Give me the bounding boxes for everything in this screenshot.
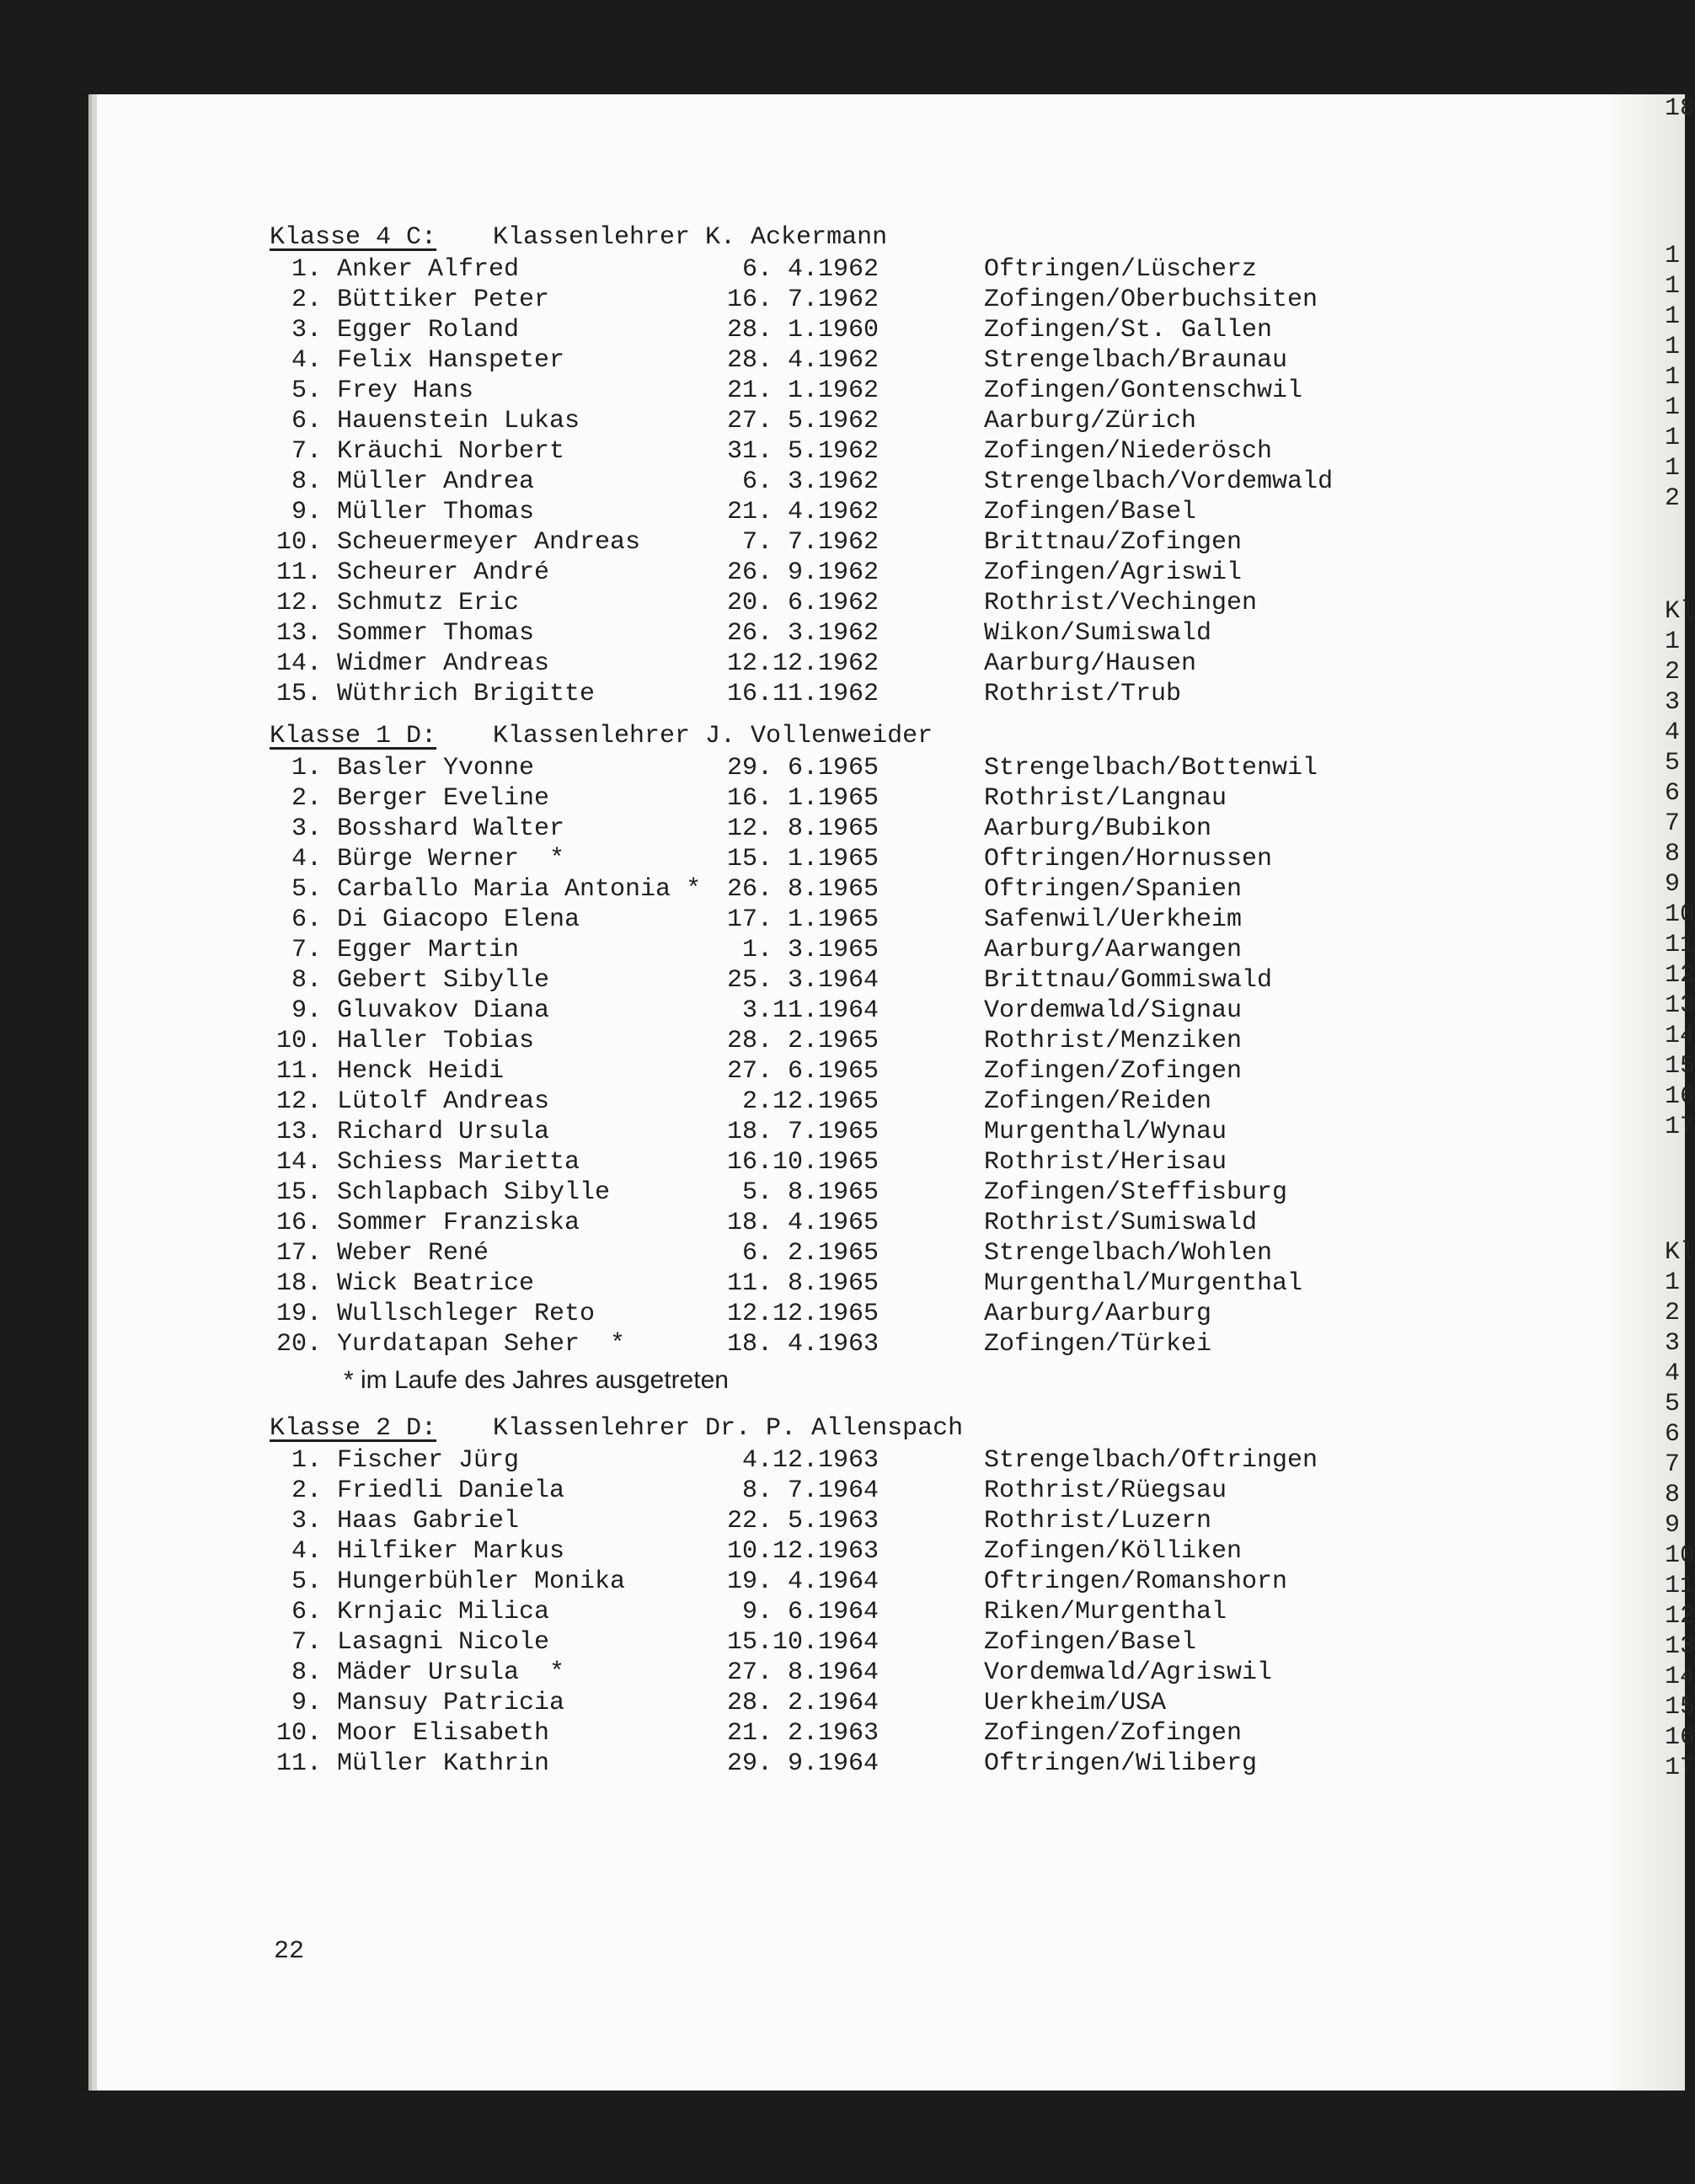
birth-date: 29. 9.1964	[726, 1749, 879, 1778]
student-name: Bosshard Walter	[337, 814, 565, 843]
student-row	[270, 935, 1243, 965]
student-name: Mäder Ursula *	[337, 1658, 565, 1687]
student-name: Hauenstein Lukas	[337, 407, 580, 435]
right-page-line-fragment: Kl	[1665, 597, 1695, 626]
birth-date: 9. 6.1964	[741, 1598, 879, 1626]
residence-origin: Strengelbach/Braunau	[984, 346, 1288, 375]
residence-origin: Zofingen/Basel	[984, 1628, 1197, 1657]
birth-date: 18. 4.1965	[726, 1209, 879, 1237]
student-name: Wick Beatrice	[337, 1269, 535, 1298]
birth-date: 27. 5.1962	[726, 407, 879, 435]
birth-date: 31. 5.1962	[726, 437, 879, 466]
birth-date: 1. 3.1965	[741, 936, 879, 964]
footnote: * im Laufe des Jahres ausgetreten	[344, 1366, 729, 1394]
residence-origin: Rothrist/Menziken	[984, 1027, 1243, 1055]
residence-origin: Aarburg/Zürich	[984, 407, 1197, 435]
residence-origin: Oftringen/Hornussen	[984, 845, 1273, 873]
residence-origin: Strengelbach/Oftringen	[984, 1446, 1318, 1475]
student-name: Haas Gabriel	[337, 1507, 520, 1535]
birth-date: 21. 1.1962	[726, 376, 879, 405]
residence-origin: Strengelbach/Wohlen	[984, 1239, 1273, 1268]
right-page-line-fragment: 8	[1665, 840, 1681, 868]
birth-date: 12.12.1962	[726, 649, 879, 678]
birth-date: 3.11.1964	[741, 996, 879, 1025]
class-heading	[270, 719, 933, 753]
right-page-line-fragment: 13	[1665, 991, 1695, 1020]
right-page-line-fragment: 2	[1665, 1299, 1681, 1327]
adjacent-page-fragment	[1653, 94, 1695, 2091]
student-row	[270, 844, 1273, 874]
student-row	[270, 814, 1212, 844]
right-page-line-fragment: 9	[1665, 1511, 1681, 1540]
student-number: 3.	[291, 1507, 322, 1535]
birth-date: 15.10.1964	[726, 1628, 879, 1657]
residence-origin: Oftringen/Lüscherz	[984, 255, 1258, 284]
student-number: 9.	[291, 1689, 322, 1717]
class-label: Klasse 2 D:	[270, 1414, 437, 1443]
student-rows	[270, 753, 1318, 1359]
student-row	[270, 1597, 1227, 1627]
residence-origin: Zofingen/Türkei	[984, 1330, 1212, 1359]
student-name: Schlapbach Sibylle	[337, 1178, 611, 1207]
student-number: 2.	[291, 286, 322, 314]
student-row	[270, 315, 1273, 345]
student-number: 6.	[291, 407, 322, 435]
right-page-line-fragment: 10	[1665, 900, 1695, 929]
birth-date: 21. 4.1962	[726, 498, 879, 526]
residence-origin: Brittnau/Gommiswald	[984, 966, 1273, 995]
student-number: 8.	[291, 467, 322, 496]
student-row	[270, 1147, 1227, 1177]
student-row	[270, 1506, 1212, 1536]
residence-origin: Brittnau/Zofingen	[984, 528, 1243, 557]
class-heading	[270, 221, 888, 254]
student-row	[270, 497, 1197, 527]
right-page-line-fragment: 1	[1665, 272, 1681, 301]
student-name: Weber René	[337, 1239, 489, 1268]
birth-date: 25. 3.1964	[726, 966, 879, 995]
residence-origin: Aarburg/Aarburg	[984, 1300, 1212, 1328]
residence-origin: Strengelbach/Bottenwil	[984, 754, 1318, 782]
student-number: 13.	[275, 619, 322, 648]
student-number: 17.	[275, 1239, 322, 1268]
student-row	[270, 1749, 1258, 1779]
student-row	[270, 527, 1243, 558]
student-name: Müller Kathrin	[337, 1749, 550, 1778]
right-page-line-fragment: 1	[1665, 333, 1681, 361]
birth-date: 26. 3.1962	[726, 619, 879, 648]
student-number: 19.	[275, 1300, 322, 1328]
student-row	[270, 1445, 1318, 1476]
birth-date: 19. 4.1964	[726, 1567, 879, 1596]
class-label: Klasse 4 C:	[270, 223, 437, 252]
student-number: 20.	[275, 1330, 322, 1359]
right-page-line-fragment: 3	[1665, 688, 1681, 717]
right-page-line-fragment: 9	[1665, 870, 1681, 899]
right-page-line-fragment: 1	[1665, 1268, 1681, 1297]
right-page-line-fragment: 16	[1665, 1723, 1695, 1752]
right-page-line-fragment: 4	[1665, 718, 1681, 747]
birth-date: 21. 2.1963	[726, 1719, 879, 1748]
residence-origin: Zofingen/Agriswil	[984, 558, 1243, 587]
student-number: 8.	[291, 1658, 322, 1687]
student-number: 3.	[291, 814, 322, 843]
right-page-line-fragment: 5	[1665, 749, 1681, 777]
student-name: Schiess Marietta	[337, 1148, 580, 1177]
right-page-line-fragment: 10	[1665, 1541, 1695, 1570]
student-row	[270, 1476, 1227, 1506]
right-page-line-fragment: 11	[1665, 931, 1695, 959]
student-row	[270, 1117, 1227, 1147]
right-page-line-fragment: 1	[1665, 363, 1681, 392]
residence-origin: Vordemwald/Agriswil	[984, 1658, 1273, 1687]
student-number: 12.	[275, 1087, 322, 1116]
student-name: Frey Hans	[337, 376, 474, 405]
student-number: 1.	[291, 754, 322, 782]
student-number: 2.	[291, 1476, 322, 1505]
student-row	[270, 254, 1258, 285]
residence-origin: Zofingen/Zofingen	[984, 1719, 1243, 1748]
student-name: Fischer Jürg	[337, 1446, 520, 1475]
student-row	[270, 285, 1318, 315]
birth-date: 22. 5.1963	[726, 1507, 879, 1535]
student-name: Gluvakov Diana	[337, 996, 550, 1025]
student-number: 11.	[275, 1057, 322, 1086]
student-number: 10.	[275, 1027, 322, 1055]
student-name: Hilfiker Markus	[337, 1537, 565, 1566]
student-rows	[270, 254, 1334, 709]
right-page-line-fragment: 17	[1665, 1754, 1695, 1782]
class-heading	[270, 1412, 964, 1445]
student-name: Scheurer André	[337, 558, 550, 587]
residence-origin: Riken/Murgenthal	[984, 1598, 1227, 1626]
birth-date: 11. 8.1965	[726, 1269, 879, 1298]
student-number: 12.	[275, 589, 322, 617]
student-name: Egger Martin	[337, 936, 520, 964]
right-page-line-fragment: 1	[1665, 242, 1681, 270]
right-page-line-fragment: 5	[1665, 1390, 1681, 1418]
right-page-line-fragment: 1	[1665, 302, 1681, 331]
class-label: Klasse 1 D:	[270, 722, 437, 750]
right-page-line-fragment: 11	[1665, 1572, 1695, 1600]
student-name: Scheuermeyer Andreas	[337, 528, 641, 557]
student-row	[270, 558, 1243, 588]
student-number: 15.	[275, 680, 322, 708]
birth-date: 15. 1.1965	[726, 845, 879, 873]
student-row	[270, 874, 1243, 905]
student-row	[270, 649, 1197, 679]
right-page-line-fragment: 2	[1665, 658, 1681, 686]
student-name: Henck Heidi	[337, 1057, 505, 1086]
student-number: 8.	[291, 966, 322, 995]
residence-origin: Aarburg/Bubikon	[984, 814, 1212, 843]
student-name: Müller Andrea	[337, 467, 535, 496]
student-row	[270, 1087, 1212, 1117]
student-row	[270, 1177, 1288, 1208]
right-page-line-fragment: 7	[1665, 809, 1681, 838]
student-name: Lütolf Andreas	[337, 1087, 550, 1116]
student-name: Hungerbühler Monika	[337, 1567, 626, 1596]
residence-origin: Oftringen/Wiliberg	[984, 1749, 1258, 1778]
student-number: 5.	[291, 875, 322, 904]
student-number: 18.	[275, 1269, 322, 1298]
residence-origin: Wikon/Sumiswald	[984, 619, 1212, 648]
student-name: Gebert Sibylle	[337, 966, 550, 995]
student-row	[270, 679, 1182, 709]
student-number: 11.	[275, 558, 322, 587]
student-row	[270, 1268, 1303, 1299]
birth-date: 4.12.1963	[741, 1446, 879, 1475]
birth-date: 28. 1.1960	[726, 316, 879, 344]
student-name: Haller Tobias	[337, 1027, 535, 1055]
student-number: 14.	[275, 649, 322, 678]
student-number: 7.	[291, 936, 322, 964]
right-page-line-fragment: 8	[1665, 1481, 1681, 1509]
residence-origin: Rothrist/Herisau	[984, 1148, 1227, 1177]
student-number: 9.	[291, 996, 322, 1025]
student-name: Di Giacopo Elena	[337, 905, 580, 934]
student-number: 2.	[291, 784, 322, 813]
student-row	[270, 1208, 1258, 1238]
document-page	[97, 94, 1685, 2091]
student-row	[270, 1718, 1243, 1749]
student-row	[270, 1567, 1288, 1597]
student-name: Egger Roland	[337, 316, 520, 344]
student-row	[270, 1688, 1167, 1718]
student-rows	[270, 1445, 1318, 1779]
student-row	[270, 965, 1273, 996]
residence-origin: Uerkheim/USA	[984, 1689, 1167, 1717]
student-row	[270, 345, 1288, 376]
residence-origin: Rothrist/Luzern	[984, 1507, 1212, 1535]
student-name: Friedli Daniela	[337, 1476, 565, 1505]
right-page-line-fragment: 12	[1665, 961, 1695, 990]
residence-origin: Zofingen/Kölliken	[984, 1537, 1243, 1566]
student-name: Kräuchi Norbert	[337, 437, 565, 466]
residence-origin: Vordemwald/Signau	[984, 996, 1243, 1025]
student-name: Carballo Maria Antonia *	[337, 875, 702, 904]
residence-origin: Zofingen/Reiden	[984, 1087, 1212, 1116]
residence-origin: Rothrist/Trub	[984, 680, 1182, 708]
student-name: Krnjaic Milica	[337, 1598, 550, 1626]
student-row	[270, 1238, 1273, 1268]
birth-date: 2.12.1965	[741, 1087, 879, 1116]
student-number: 1.	[291, 255, 322, 284]
residence-origin: Murgenthal/Wynau	[984, 1118, 1227, 1146]
birth-date: 6. 3.1962	[741, 467, 879, 496]
residence-origin: Zofingen/Zofingen	[984, 1057, 1243, 1086]
right-page-line-fragment: 3	[1665, 1329, 1681, 1358]
right-page-line-fragment: 1	[1665, 393, 1681, 422]
student-number: 10.	[275, 528, 322, 557]
birth-date: 29. 6.1965	[726, 754, 879, 782]
birth-date: 6. 4.1962	[741, 255, 879, 284]
student-row	[270, 618, 1212, 649]
student-name: Mansuy Patricia	[337, 1689, 565, 1717]
student-row	[270, 1026, 1243, 1056]
residence-origin: Safenwil/Uerkheim	[984, 905, 1243, 934]
birth-date: 26. 9.1962	[726, 558, 879, 587]
residence-origin: Zofingen/Steffisburg	[984, 1178, 1288, 1207]
student-name: Richard Ursula	[337, 1118, 550, 1146]
student-number: 15.	[275, 1178, 322, 1207]
birth-date: 28. 2.1964	[726, 1689, 879, 1717]
right-page-line-fragment: 14	[1665, 1663, 1695, 1691]
birth-date: 16.11.1962	[726, 680, 879, 708]
class-section-2d	[270, 1412, 1318, 1779]
birth-date: 16.10.1965	[726, 1148, 879, 1177]
student-name: Lasagni Nicole	[337, 1628, 550, 1657]
right-page-line-fragment: 4	[1665, 1359, 1681, 1388]
student-row	[270, 783, 1227, 814]
student-row	[270, 406, 1197, 436]
student-number: 10.	[275, 1719, 322, 1748]
birth-date: 18. 7.1965	[726, 1118, 879, 1146]
residence-origin: Zofingen/Oberbuchsiten	[984, 286, 1318, 314]
student-row	[270, 588, 1258, 618]
student-row	[270, 996, 1243, 1026]
student-name: Wullschleger Reto	[337, 1300, 596, 1328]
birth-date: 6. 2.1965	[741, 1239, 879, 1268]
student-number: 5.	[291, 1567, 322, 1596]
student-name: Müller Thomas	[337, 498, 535, 526]
residence-origin: Strengelbach/Vordemwald	[984, 467, 1334, 496]
student-number: 3.	[291, 316, 322, 344]
student-row	[270, 1329, 1212, 1359]
student-name: Bürge Werner *	[337, 845, 565, 873]
student-name: Berger Eveline	[337, 784, 550, 813]
birth-date: 8. 7.1964	[741, 1476, 879, 1505]
residence-origin: Zofingen/Basel	[984, 498, 1197, 526]
residence-origin: Rothrist/Langnau	[984, 784, 1227, 813]
right-page-line-fragment: 12	[1665, 1602, 1695, 1631]
residence-origin: Zofingen/St. Gallen	[984, 316, 1273, 344]
birth-date: 17. 1.1965	[726, 905, 879, 934]
student-row	[270, 467, 1334, 497]
student-number: 6.	[291, 905, 322, 934]
student-number: 6.	[291, 1598, 322, 1626]
student-row	[270, 1056, 1243, 1087]
residence-origin: Murgenthal/Murgenthal	[984, 1269, 1303, 1298]
birth-date: 5. 8.1965	[741, 1178, 879, 1207]
class-section-1d	[270, 719, 1318, 1402]
student-name: Yurdatapan Seher *	[337, 1330, 626, 1359]
birth-date: 7. 7.1962	[741, 528, 879, 557]
birth-date: 28. 4.1962	[726, 346, 879, 375]
residence-origin: Zofingen/Niederösch	[984, 437, 1273, 466]
student-name: Schmutz Eric	[337, 589, 520, 617]
residence-origin: Rothrist/Vechingen	[984, 589, 1258, 617]
residence-origin: Oftringen/Spanien	[984, 875, 1243, 904]
right-page-line-fragment: 1	[1665, 454, 1681, 483]
residence-origin: Rothrist/Rüegsau	[984, 1476, 1227, 1505]
student-row	[270, 1627, 1197, 1658]
right-page-line-fragment: 2	[1665, 484, 1681, 513]
student-name: Büttiker Peter	[337, 286, 550, 314]
student-row	[270, 1536, 1243, 1567]
birth-date: 12. 8.1965	[726, 814, 879, 843]
birth-date: 27. 8.1964	[726, 1658, 879, 1687]
right-page-line-fragment: 16	[1665, 1082, 1695, 1111]
student-number: 7.	[291, 437, 322, 466]
right-page-line-fragment: Kl	[1665, 1238, 1695, 1267]
right-page-line-fragment: 7	[1665, 1450, 1681, 1479]
class-teacher: Klassenlehrer K. Ackermann	[493, 223, 888, 252]
right-page-line-fragment: 1	[1665, 627, 1681, 656]
student-name: Anker Alfred	[337, 255, 520, 284]
student-row	[270, 376, 1303, 406]
class-section-4c	[270, 221, 1334, 709]
birth-date: 12.12.1965	[726, 1300, 879, 1328]
residence-origin: Aarburg/Hausen	[984, 649, 1197, 678]
student-row	[270, 753, 1318, 783]
student-number: 4.	[291, 346, 322, 375]
student-name: Felix Hanspeter	[337, 346, 565, 375]
student-number: 13.	[275, 1118, 322, 1146]
right-page-line-fragment: 15	[1665, 1693, 1695, 1722]
student-number: 16.	[275, 1209, 322, 1237]
right-page-line-fragment: 14	[1665, 1022, 1695, 1050]
student-number: 1.	[291, 1446, 322, 1475]
right-page-line-fragment: 1	[1665, 424, 1681, 452]
student-name: Basler Yvonne	[337, 754, 535, 782]
class-teacher: Klassenlehrer Dr. P. Allenspach	[493, 1414, 964, 1443]
birth-date: 27. 6.1965	[726, 1057, 879, 1086]
right-page-line-fragment: 17	[1665, 1113, 1695, 1141]
student-number: 7.	[291, 1628, 322, 1657]
student-number: 4.	[291, 1537, 322, 1566]
class-teacher: Klassenlehrer J. Vollenweider	[493, 722, 933, 750]
student-name: Moor Elisabeth	[337, 1719, 550, 1748]
birth-date: 26. 8.1965	[726, 875, 879, 904]
student-number: 14.	[275, 1148, 322, 1177]
right-page-line-fragment: 13	[1665, 1632, 1695, 1661]
right-page-line-fragment: 18	[1665, 94, 1695, 123]
page-number: 22	[274, 1937, 305, 1966]
birth-date: 16. 1.1965	[726, 784, 879, 813]
residence-origin: Aarburg/Aarwangen	[984, 936, 1243, 964]
student-row	[270, 1658, 1273, 1688]
birth-date: 20. 6.1962	[726, 589, 879, 617]
birth-date: 28. 2.1965	[726, 1027, 879, 1055]
student-name: Widmer Andreas	[337, 649, 550, 678]
student-row	[270, 905, 1243, 935]
right-page-line-fragment: 6	[1665, 1420, 1681, 1449]
student-number: 11.	[275, 1749, 322, 1778]
student-row	[270, 1299, 1212, 1329]
right-page-line-fragment: 15	[1665, 1052, 1695, 1081]
right-page-line-fragment: 6	[1665, 779, 1681, 808]
student-row	[270, 436, 1273, 467]
residence-origin: Oftringen/Romanshorn	[984, 1567, 1288, 1596]
student-number: 9.	[291, 498, 322, 526]
student-name: Wüthrich Brigitte	[337, 680, 596, 708]
student-name: Sommer Thomas	[337, 619, 535, 648]
residence-origin: Zofingen/Gontenschwil	[984, 376, 1303, 405]
birth-date: 10.12.1963	[726, 1537, 879, 1566]
class-lists	[270, 221, 1334, 1789]
student-name: Sommer Franziska	[337, 1209, 580, 1237]
residence-origin: Rothrist/Sumiswald	[984, 1209, 1258, 1237]
student-number: 5.	[291, 376, 322, 405]
student-number: 4.	[291, 845, 322, 873]
birth-date: 18. 4.1963	[726, 1330, 879, 1359]
birth-date: 16. 7.1962	[726, 286, 879, 314]
